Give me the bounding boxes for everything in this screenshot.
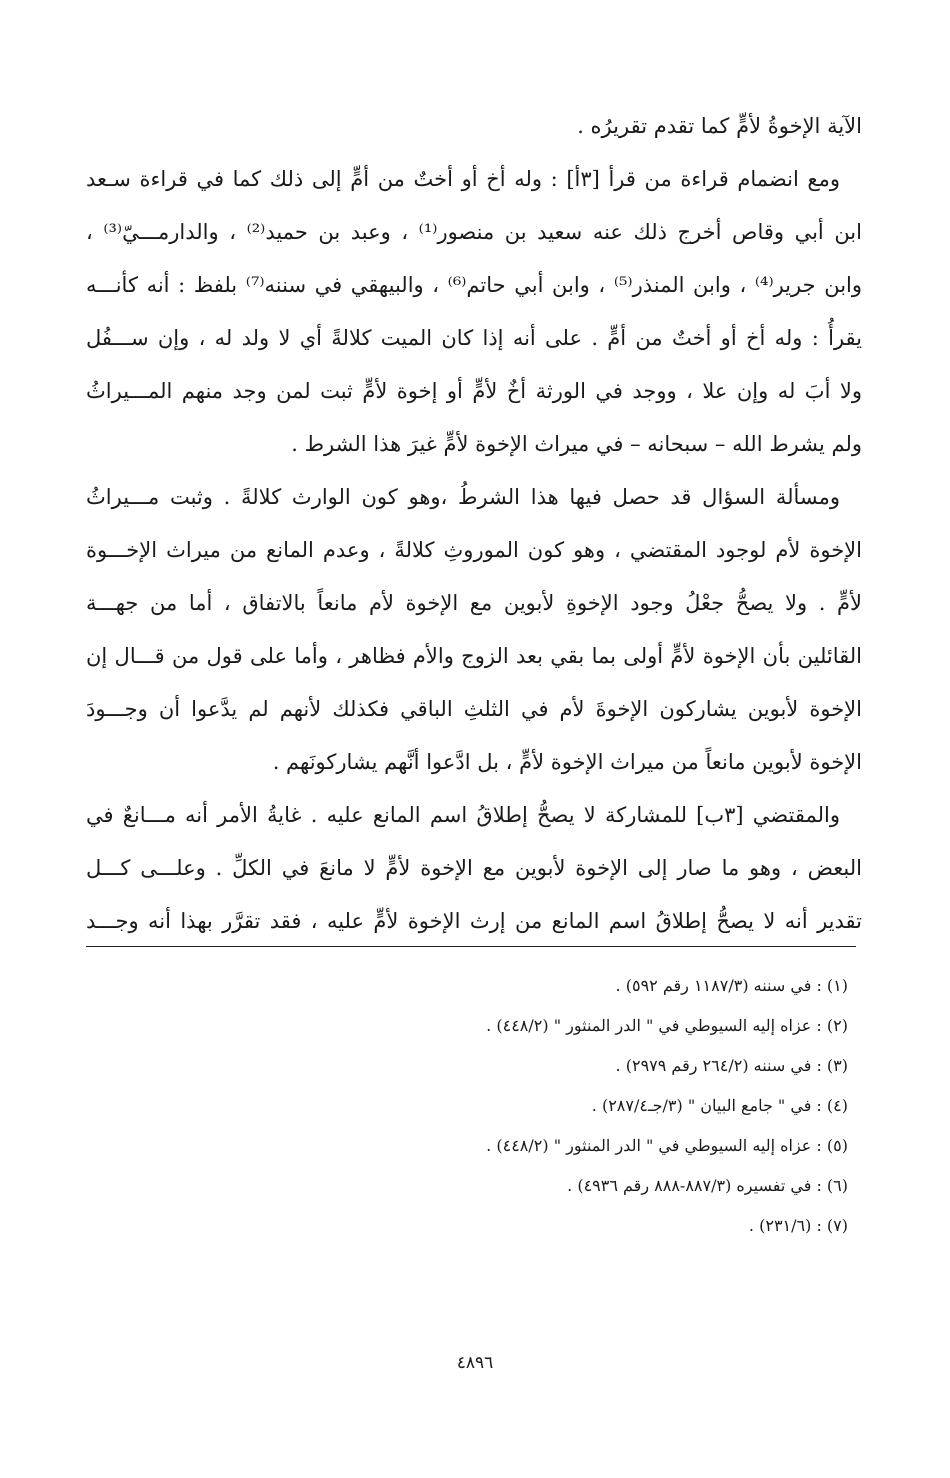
footnote: (٢) : عزاه إليه السيوطي في " الدر المنثور " (٤٤٨/٢) .: [486, 1016, 848, 1035]
footnote: (٥) : عزاه إليه السيوطي في " الدر المنثور " (٤٤٨/٢) .: [486, 1136, 848, 1155]
text-line: تقدير أنه لا يصحُّ إطلاقُ اسم المانع من إرث الإخوة لأمٍّ عليه ، فقد تقرَّر بهذا أنه وجـــد: [86, 909, 862, 933]
text-line: ابن أبي وقاص أخرج ذلك عنه سعيد بن منصور⁽¹⁾ ، وعبد بن حميد⁽²⁾ ، والدارمـــيّ⁽³⁾ ،: [86, 220, 862, 244]
text-line: الآية الإخوةُ لأمٍّ كما تقدم تقريرُه .: [577, 114, 862, 138]
text-line: الإخوة لأبوين مانعاً من ميراث الإخوة لأمٍّ ، بل ادَّعوا أنَّهم يشاركونَهم .: [272, 750, 862, 774]
text-line: والمقتضي [٣ب] للمشاركة لا يصحُّ إطلاقُ اسم المانع عليه . غايةُ الأمر أنه مـــانعٌ في: [86, 803, 840, 827]
footnote: (٧) : (٢٣١/٦) .: [748, 1216, 848, 1235]
text-line: البعض ، وهو ما صار إلى الإخوة لأبوين مع الإخوة لأمٍّ لا مانعَ في الكلِّ . وعلـــى كـــل: [86, 856, 862, 880]
footnote: (٤) : في " جامع البيان " (٣/جـ٢٨٧/٤) .: [591, 1096, 848, 1115]
footnotes: [86, 966, 856, 1246]
footnote: (٦) : في تفسيره (٨٨٧/٣-٨٨٨ رقم ٤٩٣٦) .: [567, 1176, 848, 1195]
text-line: الإخوة لأم لوجود المقتضي ، وهو كون الموروثِ كلالةً ، وعدم المانع من ميراث الإخـــوة: [86, 538, 862, 562]
text-line: ومسألة السؤال قد حصل فيها هذا الشرطُ ،وهو كون الوارث كلالةً . وثبت مـــيراثُ: [86, 485, 840, 509]
text-line: لأمٍّ . ولا يصحُّ جعْلُ وجود الإخوةِ لأبوين مع الإخوة لأم مانعاً بالاتفاق ، أما من جهـــة: [86, 591, 862, 615]
text-line: وابن جرير⁽⁴⁾ ، وابن المنذر⁽⁵⁾ ، وابن أبي حاتم⁽⁶⁾ ، والبيهقي في سننه⁽⁷⁾ بلفظ : أنه كأنـــه: [86, 273, 862, 297]
text-line: الإخوة لأبوين يشاركون الإخوةَ لأم في الثلثِ الباقي فكذلك لأنهم لم يدَّعوا أن وجـــودَ: [86, 697, 862, 721]
page-number: ٤٨٩٦: [456, 1353, 494, 1373]
text-line: ومع انضمام قراءة من قرأ [٣أ] : وله أخ أو أختٌ من أمٍّ إلى ذلك كما في قراءة سـعد: [86, 167, 840, 191]
text-line: ولا أبَ له وإن علا ، ووجد في الورثة أخٌ لأمٍّ أو إخوة لأمٍّ ثبت لمن وجد منهم المـــيراثُ: [86, 379, 862, 403]
footnote-divider: [86, 946, 856, 947]
text-line: يقرأُ : وله أخ أو أختٌ من أمٍّ . على أنه إذا كان الميت كلالةً أي لا ولد له ، وإن ســـفُل: [86, 326, 862, 350]
footnote: (١) : في سننه (١١٨٧/٣ رقم ٥٩٢) .: [615, 976, 848, 995]
text-line: القائلين بأن الإخوة لأمٍّ أولى بما بقي بعد الزوج والأم فظاهر ، وأما على قول من قـــال إن: [86, 644, 862, 668]
footnote: (٣) : في سننه (٢٦٤/٢ رقم ٢٩٧٩) .: [615, 1056, 848, 1075]
main-text: [86, 100, 862, 948]
text-line: ولم يشرط الله – سبحانه – في ميراث الإخوة لأمٍّ غيرَ هذا الشرط .: [291, 432, 862, 456]
